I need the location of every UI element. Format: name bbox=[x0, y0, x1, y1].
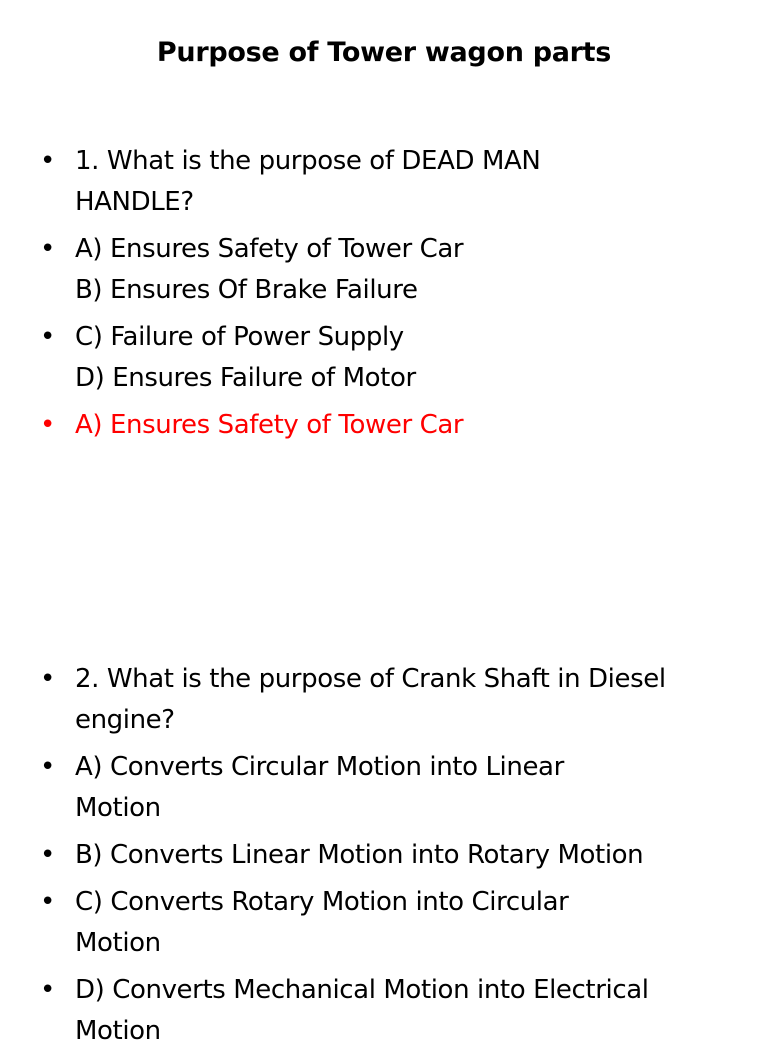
bullet-icon: • bbox=[40, 410, 55, 440]
list-item bbox=[0, 970, 768, 1052]
list-item bbox=[0, 747, 768, 829]
bullet-icon: • bbox=[40, 664, 55, 694]
list-item-text: C) Converts Rotary Motion into Circular bbox=[75, 887, 569, 917]
answer-item bbox=[0, 405, 768, 446]
bullet-icon: • bbox=[40, 146, 55, 176]
list-item-text: HANDLE? bbox=[75, 187, 194, 217]
list-item bbox=[0, 882, 768, 964]
list-item bbox=[0, 141, 768, 223]
bullet-icon: • bbox=[40, 975, 55, 1005]
list-item-text: Motion bbox=[75, 793, 161, 823]
list-item-text: Motion bbox=[75, 928, 161, 958]
question-block-1 bbox=[0, 141, 768, 452]
list-item-text: B) Ensures Of Brake Failure bbox=[75, 275, 418, 305]
list-item bbox=[0, 229, 768, 311]
bullet-icon: • bbox=[40, 840, 55, 870]
bullet-icon: • bbox=[40, 752, 55, 782]
page-title: Purpose of Tower wagon parts bbox=[156, 37, 612, 68]
list-item-text: D) Ensures Failure of Motor bbox=[75, 363, 416, 393]
list-item bbox=[0, 835, 768, 876]
question-block-2 bbox=[0, 659, 768, 1058]
list-item-text: A) Ensures Safety of Tower Car bbox=[75, 234, 464, 264]
bullet-icon: • bbox=[40, 322, 55, 352]
list-item-text: Motion bbox=[75, 1016, 161, 1046]
list-item bbox=[0, 317, 768, 399]
list-item-text: B) Converts Linear Motion into Rotary Motion bbox=[75, 840, 644, 870]
bullet-icon: • bbox=[40, 234, 55, 264]
list-item-text: A) Converts Circular Motion into Linear bbox=[75, 752, 564, 782]
list-item-text: 2. What is the purpose of Crank Shaft in Diesel bbox=[75, 664, 666, 694]
list-item-text: engine? bbox=[75, 705, 175, 735]
list-item-text: 1. What is the purpose of DEAD MAN bbox=[75, 146, 541, 176]
list-item-text: C) Failure of Power Supply bbox=[75, 322, 404, 352]
bullet-icon: • bbox=[40, 887, 55, 917]
list-item bbox=[0, 659, 768, 741]
list-item-text: D) Converts Mechanical Motion into Electrical bbox=[75, 975, 649, 1005]
list-item-text: A) Ensures Safety of Tower Car bbox=[75, 410, 464, 440]
